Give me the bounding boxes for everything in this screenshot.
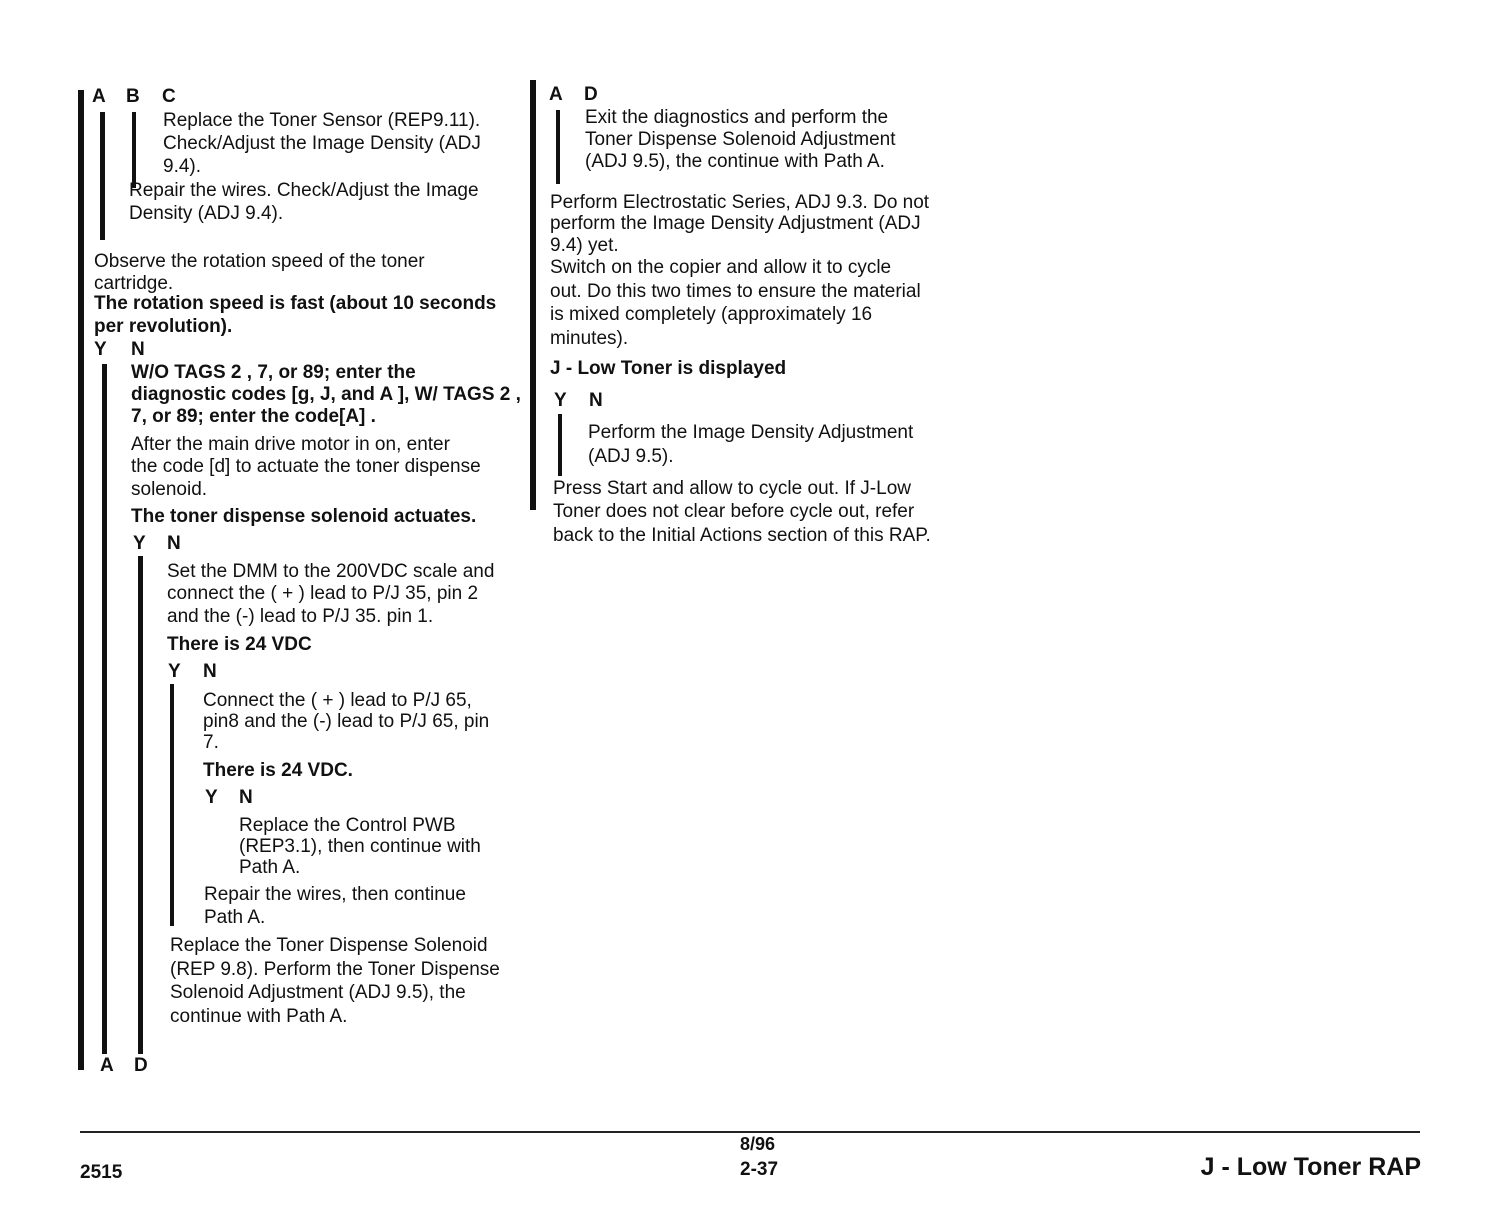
final-line-1: Press Start and allow to cycle out. If J-Low <box>553 478 911 499</box>
step-pwb-line-3: Path A. <box>239 857 301 878</box>
final-line-2: Toner does not clear before cycle out, refer <box>553 501 915 522</box>
step-connect-line-1: Connect the ( + ) lead to P/J 65, <box>203 690 472 711</box>
d-branch-line-2: Toner Dispense Solenoid Adjustment <box>585 129 896 150</box>
d-branch-line-1: Exit the diagnostics and perform the <box>585 107 889 128</box>
no-label-3: N <box>203 661 217 682</box>
question-solenoid: The toner dispense solenoid actuates. <box>131 506 477 527</box>
bar-y1 <box>102 364 107 1054</box>
bar-y-right <box>558 414 562 476</box>
switch-line-1: Switch on the copier and allow it to cycle <box>550 257 892 278</box>
b-branch-line-1: Repair the wires. Check/Adjust the Image <box>129 180 479 201</box>
bar-b <box>100 112 105 240</box>
page-number: 2-37 <box>740 1159 779 1180</box>
question-low-toner: J - Low Toner is displayed <box>550 358 787 379</box>
bar-y3 <box>170 684 174 926</box>
no-label-1: N <box>131 339 145 360</box>
perform-line-3: 9.4) yet. <box>550 235 619 256</box>
switch-line-3: is mixed completely (approximately 16 <box>550 304 873 325</box>
final-line-3: back to the Initial Actions section of this RAP. <box>553 525 931 546</box>
question-24vdc-2: There is 24 VDC. <box>203 760 353 781</box>
no-label-4: N <box>239 787 253 808</box>
step-diag-line-3: 7, or 89; enter the code[A] . <box>131 406 376 427</box>
question-rotation-line-2: per revolution). <box>94 316 233 337</box>
no-label-2: N <box>167 533 181 554</box>
step-motor-line-1: After the main drive motor in on, enter <box>131 434 450 455</box>
step-repair-line-1: Repair the wires, then continue <box>204 884 466 905</box>
n-branch-line-2: (ADJ 9.5). <box>588 446 674 467</box>
step-diag-line-1: W/O TAGS 2 , 7, or 89; enter the <box>131 362 416 383</box>
step-solenoid-line-1: Replace the Toner Dispense Solenoid <box>170 935 488 956</box>
step-pwb-line-2: (REP3.1), then continue with <box>239 836 481 857</box>
perform-line-1: Perform Electrostatic Series, ADJ 9.3. Do not <box>550 192 930 213</box>
label-b: B <box>126 86 140 107</box>
bar-a-right <box>530 80 536 510</box>
d-branch-line-3: (ADJ 9.5), the continue with Path A. <box>585 151 885 172</box>
c-branch-line-3: 9.4). <box>163 156 202 177</box>
right-label-a: A <box>549 84 563 105</box>
doc-number: 2515 <box>80 1162 123 1183</box>
step-dmm-line-2: connect the ( + ) lead to P/J 35, pin 2 <box>167 583 479 604</box>
right-label-d: D <box>584 84 598 105</box>
c-branch-line-1: Replace the Toner Sensor (REP9.11). <box>163 110 481 131</box>
perform-line-2: perform the Image Density Adjustment (ADJ <box>550 213 921 234</box>
step-diag-line-2: diagnostic codes [g, J, and A ], W/ TAGS 2 , <box>131 384 521 405</box>
step-connect-line-2: pin8 and the (-) lead to P/J 65, pin <box>203 711 490 732</box>
step-solenoid-line-4: continue with Path A. <box>170 1006 348 1027</box>
footer-label-d: D <box>134 1055 148 1076</box>
footer-label-a: A <box>100 1055 114 1076</box>
step-pwb-line-1: Replace the Control PWB <box>239 815 456 836</box>
right-no-label: N <box>589 390 603 411</box>
question-24vdc-1: There is 24 VDC <box>167 634 312 655</box>
n-branch-line-1: Perform the Image Density Adjustment <box>588 422 914 443</box>
step-dmm-line-1: Set the DMM to the 200VDC scale and <box>167 561 495 582</box>
c-branch-line-2: Check/Adjust the Image Density (ADJ <box>163 133 481 154</box>
step-solenoid-line-2: (REP 9.8). Perform the Toner Dispense <box>170 959 500 980</box>
bar-d-right <box>556 110 560 184</box>
step-solenoid-line-3: Solenoid Adjustment (ADJ 9.5), the <box>170 982 466 1003</box>
step-motor-line-2: the code [d] to actuate the toner dispense <box>131 456 481 477</box>
yes-label-4: Y <box>205 787 218 808</box>
yes-label-1: Y <box>94 339 107 360</box>
bar-c <box>132 112 136 188</box>
revision-date: 8/96 <box>740 1134 776 1154</box>
bar-a-left <box>78 90 84 1070</box>
b-branch-line-2: Density (ADJ 9.4). <box>129 203 284 224</box>
yes-label-3: Y <box>168 661 181 682</box>
footer-rule <box>80 1131 1420 1133</box>
observe-line-2: cartridge. <box>94 273 174 294</box>
switch-line-4: minutes). <box>550 328 629 349</box>
switch-line-2: out. Do this two times to ensure the material <box>550 281 921 302</box>
label-c: C <box>162 86 176 107</box>
observe-line-1: Observe the rotation speed of the toner <box>94 251 425 272</box>
bar-y2 <box>138 556 143 1054</box>
right-yes-label: Y <box>554 390 567 411</box>
step-connect-line-3: 7. <box>203 732 219 753</box>
question-rotation-line-1: The rotation speed is fast (about 10 seconds <box>94 293 497 314</box>
step-dmm-line-3: and the (-) lead to P/J 35. pin 1. <box>167 606 434 627</box>
label-a: A <box>92 86 106 107</box>
page-title: J - Low Toner RAP <box>1200 1153 1421 1181</box>
yes-label-2: Y <box>133 533 146 554</box>
step-motor-line-3: solenoid. <box>131 479 208 500</box>
step-repair-line-2: Path A. <box>204 907 266 928</box>
